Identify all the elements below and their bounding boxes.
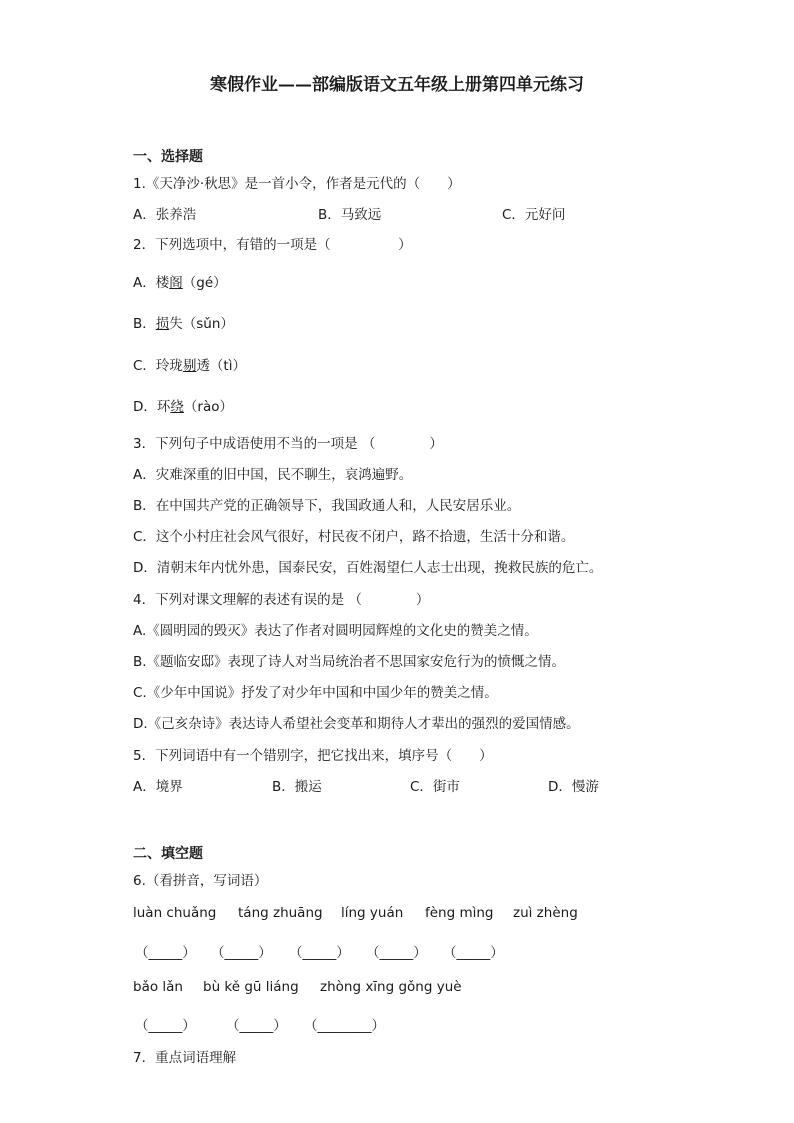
question-4-option-c: C.《少年中国说》抒发了对少年中国和中国少年的赞美之情。 — [133, 685, 498, 701]
question-3-option-c: C．这个小村庄社会风气很好，村民夜不闭户，路不拾遗，生活十分和谐。 — [133, 529, 575, 545]
question-4-option-b: B.《题临安邸》表现了诗人对当局统治者不思国家安危行为的愤慨之情。 — [133, 654, 566, 670]
question-1-option-c: C．元好问 — [502, 207, 566, 223]
answer-blank[interactable]: （_____） — [366, 945, 427, 961]
question-4-option-a: A.《圆明园的毁灭》表达了作者对圆明园辉煌的文化史的赞美之情。 — [133, 623, 538, 639]
answer-blank[interactable]: （_____） — [443, 945, 504, 961]
question-1-option-a: A．张养浩 — [133, 207, 197, 223]
answer-blank[interactable]: （_____） — [226, 1018, 287, 1034]
question-5-option-d: D．慢游 — [548, 779, 599, 795]
pinyin-item: líng yuán — [341, 905, 404, 921]
pinyin-item: bù kě gū liáng — [203, 979, 299, 995]
question-6-stem: 6.（看拼音，写词语） — [133, 873, 268, 889]
question-5-stem: 5．下列词语中有一个错别字，把它找出来，填序号（ ） — [133, 748, 493, 764]
question-5-option-c: C．街市 — [410, 779, 460, 795]
pinyin-item: táng zhuāng — [238, 905, 323, 921]
question-2-option-c: C．玲珑剔透（tì） — [133, 358, 246, 374]
question-4-option-d: D.《己亥杂诗》表达诗人希望社会变革和期待人才辈出的强烈的爱国情感。 — [133, 716, 580, 732]
pinyin-item: bǎo lǎn — [133, 979, 183, 995]
question-3-option-a: A．灾难深重的旧中国，民不聊生，哀鸿遍野。 — [133, 467, 413, 483]
question-3-option-b: B．在中国共产党的正确领导下，我国政通人和，人民安居乐业。 — [133, 498, 521, 514]
question-1-option-b: B．马致远 — [318, 207, 382, 223]
question-3-stem: 3．下列句子中成语使用不当的一项是 （ ） — [133, 436, 443, 452]
question-2-option-d: D．环绕（rào） — [133, 399, 233, 415]
section-heading-choice: 一、选择题 — [133, 149, 203, 165]
question-5-option-b: B．搬运 — [272, 779, 322, 795]
answer-blank[interactable]: （_____） — [135, 1018, 196, 1034]
pinyin-item: luàn chuǎng — [133, 905, 217, 921]
pinyin-item: zhòng xīng gǒng yuè — [320, 979, 462, 995]
answer-blank[interactable]: （_____） — [289, 945, 350, 961]
question-2-option-a: A．楼阁（gé） — [133, 275, 227, 291]
pinyin-item: zuì zhèng — [513, 905, 578, 921]
section-heading-fill: 二、填空题 — [133, 846, 203, 862]
answer-blank[interactable]: （_____） — [135, 945, 196, 961]
question-5-option-a: A．境界 — [133, 779, 183, 795]
page-title: 寒假作业——部编版语文五年级上册第四单元练习 — [210, 75, 584, 95]
question-2-stem: 2．下列选项中，有错的一项是（ ） — [133, 237, 412, 253]
answer-blank[interactable]: （_____） — [211, 945, 272, 961]
question-3-option-d: D．清朝末年内忧外患，国泰民安，百姓渴望仁人志士出现，挽救民族的危亡。 — [133, 560, 603, 576]
question-4-stem: 4．下列对课文理解的表述有误的是 （ ） — [133, 592, 430, 608]
question-7-stem: 7．重点词语理解 — [133, 1050, 237, 1066]
question-1-stem: 1.《天净沙·秋思》是一首小令，作者是元代的（ ） — [133, 176, 461, 192]
question-2-option-b: B．损失（sǔn） — [133, 316, 234, 332]
answer-blank[interactable]: （________） — [304, 1018, 385, 1034]
pinyin-item: fèng mìng — [425, 905, 494, 921]
